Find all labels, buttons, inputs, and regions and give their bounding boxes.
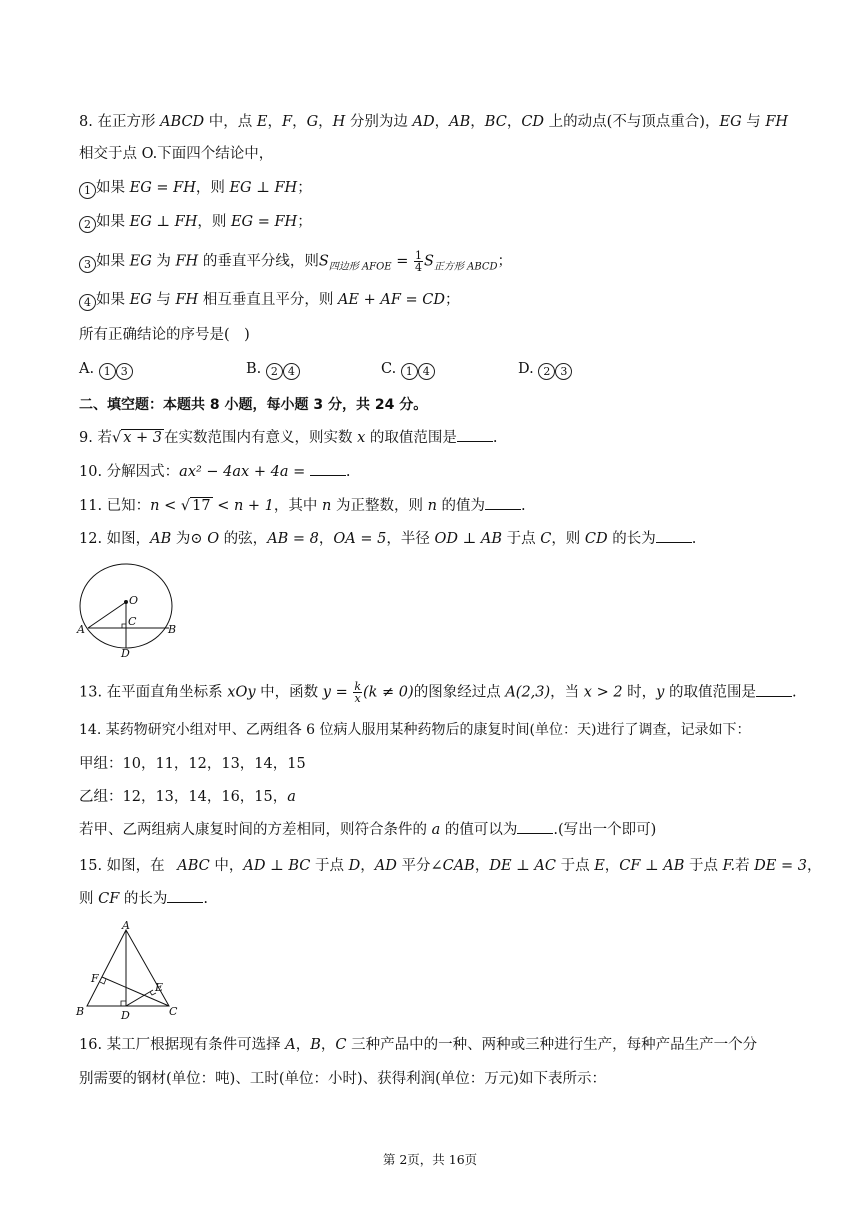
- option-b[interactable]: [246, 359, 300, 380]
- q14-group-yi: [79, 787, 296, 807]
- triangle-figure: [74, 920, 184, 1022]
- option-label: A.: [79, 361, 99, 377]
- math: DE ⊥ AC: [489, 858, 556, 874]
- text: 则: [79, 891, 99, 907]
- circled-number: 1: [79, 182, 96, 199]
- page-footer: 第 2页，共 16页: [382, 1152, 478, 1167]
- math: AB: [150, 531, 172, 547]
- q8-line1: 8. 在正方形 ABCD 中，点 E，F，G，H 分别为边 AD，AB，BC，CD 上的动点(不与顶点重合)，EG 与 FH: [79, 114, 789, 130]
- math: CF: [98, 891, 120, 907]
- q16-line1: [79, 1035, 757, 1055]
- answer-blank[interactable]: [485, 497, 521, 510]
- q8-conclusion-4: [79, 290, 459, 311]
- math: S: [423, 253, 434, 270]
- math: EG: [129, 292, 152, 308]
- text: 三种产品中的一种、两种或三种进行生产，每种产品生产一个分: [346, 1037, 758, 1053]
- math: EG: [719, 114, 742, 130]
- text: 乙组：12，13，14，16，15，: [79, 789, 288, 805]
- text: ，: [360, 858, 375, 874]
- math: AB: [449, 114, 471, 130]
- section-heading: 二、填空题：本题共 8 小题，每小题 3 分，共 24 分。: [79, 397, 428, 413]
- text: ，: [295, 1037, 311, 1053]
- text: 8. 在正方形: [79, 114, 161, 130]
- text: 的图象经过点: [413, 684, 506, 701]
- text: =: [391, 253, 413, 270]
- math: S: [318, 253, 329, 270]
- q10: [79, 462, 350, 482]
- text: 的垂直平分线，则: [198, 253, 319, 270]
- text: 若甲、乙两组病人康复时间的方差相同，则符合条件的: [79, 822, 432, 838]
- text: 为⊙: [171, 531, 208, 547]
- text: 的值为: [436, 498, 486, 514]
- radicand: x + 3: [123, 430, 162, 446]
- answer-blank[interactable]: [517, 821, 553, 834]
- option-label: C.: [381, 361, 401, 377]
- text: 为正整数，则: [331, 498, 428, 514]
- math: CF ⊥ AB: [619, 858, 685, 874]
- label-f: F: [91, 972, 99, 985]
- option-label: B.: [246, 361, 266, 377]
- q11: 11. 已知：n < √ 17 < n + 1，其中 n 为正整数，则 n 的值为 .: [79, 498, 526, 514]
- math: AD ⊥ BC: [243, 858, 311, 874]
- text: 中，点: [204, 114, 257, 130]
- text: ，: [320, 1037, 336, 1053]
- math: a: [287, 789, 296, 805]
- text: 16. 某工厂根据现有条件可选择: [79, 1037, 286, 1053]
- answer-blank[interactable]: [310, 463, 346, 476]
- q8-conclusion-1: [79, 178, 312, 199]
- text: ，: [318, 531, 334, 547]
- text: 于点: [555, 858, 595, 874]
- answer-blank[interactable]: [167, 890, 203, 903]
- math: EG = FH: [129, 180, 196, 196]
- math: E: [256, 114, 268, 130]
- math: n <: [150, 498, 181, 514]
- math: EG ⊥ FH: [129, 214, 198, 230]
- circled-number: 1: [401, 363, 418, 380]
- text: 与: [741, 114, 766, 130]
- option-label: D.: [518, 361, 539, 377]
- text: .: [691, 531, 697, 547]
- denominator: x: [354, 692, 361, 705]
- circled-number: 3: [116, 363, 133, 380]
- numerator: 1: [414, 249, 422, 262]
- text: 如果: [96, 214, 130, 230]
- text: 于点: [684, 858, 723, 874]
- denominator: 4: [414, 261, 422, 274]
- math: AD: [412, 114, 435, 130]
- text: ，: [604, 858, 620, 874]
- text: ，当: [550, 684, 584, 701]
- text: 12. 如图，: [79, 531, 151, 547]
- text: ，: [474, 858, 490, 874]
- math: F.: [722, 858, 736, 874]
- text: 中，函数: [255, 684, 323, 701]
- math: G: [306, 114, 319, 130]
- math: xOy: [227, 684, 256, 701]
- math: BC: [484, 114, 507, 130]
- text: .(写出一个即可): [553, 822, 657, 838]
- text: ，则: [195, 180, 230, 196]
- text: 为: [151, 253, 176, 270]
- math: FH: [765, 114, 789, 130]
- math: AD: [374, 858, 397, 874]
- text: 9. 若: [79, 430, 112, 446]
- math: n: [427, 498, 437, 514]
- math: CD: [584, 531, 608, 547]
- math: (k ≠ 0): [363, 684, 414, 701]
- math: ABCD: [160, 114, 205, 130]
- circled-number: 3: [79, 256, 96, 273]
- circled-number: 4: [418, 363, 435, 380]
- math: D: [348, 858, 361, 874]
- math: EG = FH: [230, 214, 298, 230]
- subscript: 四边形 AFOE: [328, 261, 392, 273]
- text: 上的动点(不与顶点重合)，: [544, 114, 720, 130]
- q8-conclusion-2: [79, 212, 312, 233]
- subscript: 正方形 ABCD: [433, 261, 498, 273]
- math: OA = 5: [333, 531, 387, 547]
- text: 与: [151, 292, 176, 308]
- fraction: [353, 681, 362, 704]
- math: FH: [175, 253, 199, 270]
- math: x: [357, 430, 366, 446]
- text: 分别为边: [345, 114, 413, 130]
- label-c: C: [128, 615, 137, 628]
- radicand: 17: [192, 498, 211, 514]
- center-point: [124, 600, 128, 604]
- q12: [79, 529, 696, 549]
- math: A(2,3): [505, 684, 551, 701]
- math: EG: [129, 253, 152, 270]
- text: ；: [497, 253, 513, 270]
- math: ∠CAB: [430, 858, 475, 874]
- q9: 9. 若√ x + 3 在实数范围内有意义，则实数 x 的取值范围是 .: [79, 430, 498, 446]
- circled-number: 2: [538, 363, 555, 380]
- answer-blank[interactable]: [457, 429, 493, 442]
- math: B: [310, 1037, 321, 1053]
- answer-blank[interactable]: [656, 530, 692, 543]
- right-angle-mark-d: [121, 1001, 126, 1006]
- numerator: k: [354, 680, 361, 693]
- text: ，则: [551, 531, 585, 547]
- math: ABC: [177, 858, 210, 874]
- math: n: [322, 498, 332, 514]
- label-d: D: [121, 647, 130, 658]
- q14-group-jia: 甲组：10，11，12，13，14，15: [79, 756, 306, 772]
- label-a: A: [122, 920, 130, 932]
- math: C: [540, 531, 552, 547]
- q16-line2: 别需要的钢材(单位：吨)、工时(单位：小时)、获得利润(单位：万元)如下表所示：: [79, 1071, 606, 1087]
- text: ；: [444, 292, 460, 308]
- segment-de: [126, 990, 153, 1006]
- label-d: D: [121, 1009, 130, 1022]
- answer-blank[interactable]: [756, 684, 792, 697]
- math: C: [335, 1037, 347, 1053]
- text: 的长为: [119, 891, 168, 907]
- text: ，则: [197, 214, 231, 230]
- text: 平分: [396, 858, 431, 874]
- text: 如果: [96, 253, 130, 270]
- math: DE = 3: [754, 858, 807, 874]
- text: ，: [806, 858, 822, 874]
- text: 相互垂直且平分，则: [198, 292, 338, 308]
- q15-line2: [79, 889, 208, 909]
- circled-number: 2: [79, 216, 96, 233]
- q8-question: 所有正确结论的序号是( ): [79, 327, 250, 343]
- math: CD: [521, 114, 545, 130]
- circled-number: 4: [283, 363, 300, 380]
- q14-line1: 14. 某药物研究小组对甲、乙两组各 6 位病人服用某种药物后的康复时间(单位：天)进行了调查，记录如下：: [79, 722, 751, 738]
- text: 于点: [310, 858, 349, 874]
- q14-question: [79, 820, 656, 840]
- text: ；: [297, 180, 312, 196]
- text: 如果: [96, 292, 130, 308]
- text: 15. 如图，在: [79, 858, 170, 874]
- math: < n + 1: [212, 498, 274, 514]
- label-c: C: [169, 1005, 178, 1018]
- segment-oa: [88, 602, 126, 628]
- text: 的值可以为: [440, 822, 518, 838]
- math: a: [431, 822, 441, 838]
- label-o: O: [129, 594, 139, 607]
- circled-number: 4: [79, 294, 96, 311]
- label-e: E: [155, 981, 164, 994]
- text: .: [492, 430, 498, 446]
- math: ax² − 4ax + 4a =: [179, 464, 310, 480]
- text: .: [521, 498, 526, 514]
- text: 的长为: [607, 531, 656, 547]
- math: y: [656, 684, 665, 701]
- label-b: B: [76, 1005, 85, 1018]
- text: 的取值范围是: [664, 684, 756, 701]
- circle-chord-figure: [74, 560, 184, 658]
- math: A: [285, 1037, 296, 1053]
- text: 于点: [501, 531, 541, 547]
- math: AB = 8: [267, 531, 319, 547]
- math: H: [332, 114, 346, 130]
- option-c[interactable]: [381, 359, 435, 380]
- math: E: [594, 858, 605, 874]
- text: .: [203, 891, 208, 907]
- triangle-abc: [87, 930, 169, 1006]
- text: 11. 已知：: [79, 498, 151, 514]
- text: ，半径: [386, 531, 435, 547]
- math: F: [282, 114, 293, 130]
- text: .: [791, 684, 797, 701]
- math: FH: [175, 292, 199, 308]
- math: y =: [322, 684, 353, 701]
- text: 时，: [622, 684, 657, 701]
- circled-number: 1: [99, 363, 116, 380]
- right-angle-mark: [122, 624, 126, 628]
- text: 若: [735, 858, 755, 874]
- math: AE + AF = CD: [337, 292, 445, 308]
- option-a[interactable]: [79, 359, 133, 380]
- circled-number: 3: [555, 363, 572, 380]
- label-b: B: [168, 623, 177, 636]
- text: 13. 在平面直角坐标系: [79, 684, 228, 701]
- q8-line2: 相交于点 O.下面四个结论中，: [79, 146, 274, 162]
- math: O: [207, 531, 220, 547]
- q13: [79, 681, 797, 704]
- math: EG ⊥ FH: [229, 180, 298, 196]
- circled-number: 2: [266, 363, 283, 380]
- text: 的弦，: [219, 531, 268, 547]
- text: ；: [297, 214, 312, 230]
- fraction: [414, 250, 423, 273]
- q15-line1: [79, 856, 821, 876]
- label-a: A: [77, 623, 85, 636]
- text: 如果: [96, 180, 130, 196]
- text: 10. 分解因式：: [79, 464, 180, 480]
- text: ，其中: [273, 498, 323, 514]
- q8-options: [79, 359, 779, 381]
- text: 中，: [209, 858, 244, 874]
- math: x > 2: [583, 684, 623, 701]
- q8-conclusion-3: [79, 250, 512, 277]
- text: 的取值范围是: [365, 430, 457, 446]
- option-d[interactable]: [518, 359, 572, 380]
- text: 在实数范围内有意义，则实数: [163, 430, 358, 446]
- text: .: [345, 464, 351, 480]
- math: OD ⊥ AB: [434, 531, 502, 547]
